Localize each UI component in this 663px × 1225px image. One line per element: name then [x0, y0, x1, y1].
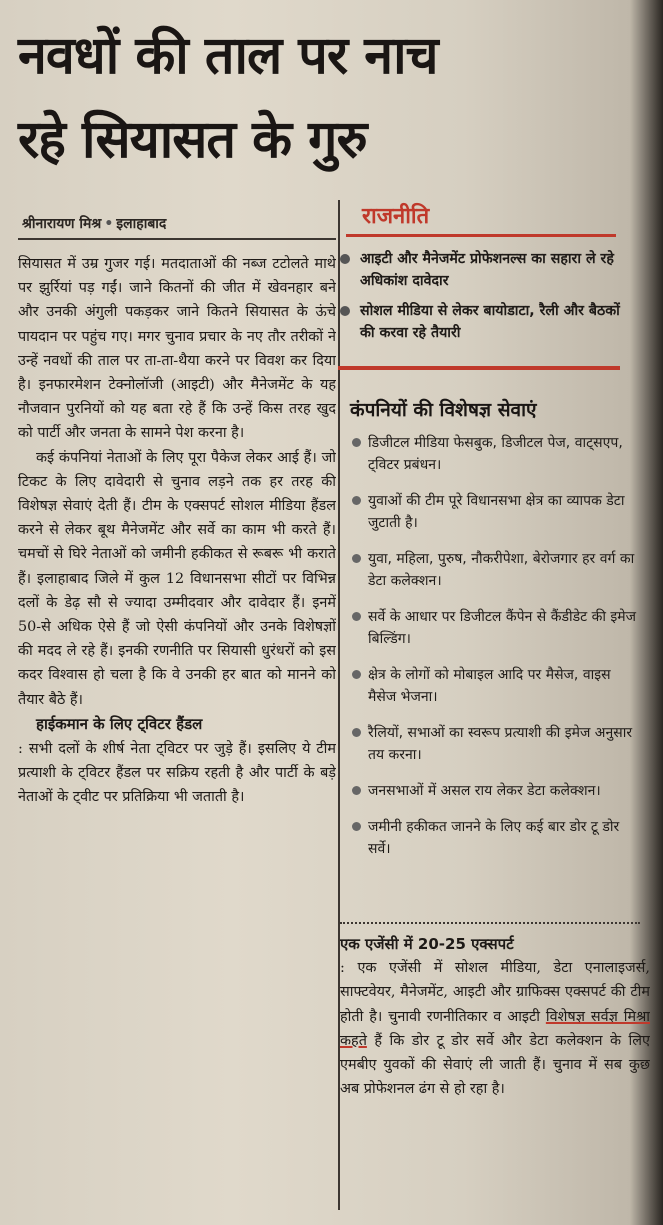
- subhead-twitter: हाईकमान के लिए ट्विटर हैंडल: [36, 714, 203, 733]
- left-column: [18, 252, 336, 1212]
- byline-rule: [18, 238, 336, 240]
- bullet-dot-icon: •: [104, 216, 114, 232]
- dotted-divider: [340, 922, 640, 924]
- service-item: युवाओं की टीम पूरे विधानसभा क्षेत्र का व्यापक डेटा जुटाती है।: [350, 490, 640, 534]
- agency-body-b: हैं कि डोर टू डोर सर्वे और डेटा कलेक्शन के लिए एमबीए युवकों की सेवाएं ली जाती हैं। चुनाव में सब कुछ अब प्रोफेशनल ढंग से हो रहा है।: [340, 1032, 650, 1098]
- paragraph-3: [18, 712, 336, 810]
- paragraph-2: कई कंपनियां नेताओं के लिए पूरा पैकेज लेकर आई हैं। जो टिकट के लिए दावेदारी से चुनाव लड़ने तक हर तरह की विशेषज्ञ सेवाएं देती हैं। टीम के एक्सपर्ट सोशल मीडिया हैंडल करने से लेकर बूथ मैनेजमेंट और सर्वे का काम भी करते हैं। चमचों से घिरे नेताओं को जमीनी हकीकत से रूबरू भी कराते हैं। इलाहाबाद जिले में कुल 12 विधानसभा सीटों पर विभिन्न दलों के डेढ़ सौ से ज्यादा उम्मीदवार और दावेदार हैं। इनमें 50-से अधिक ऐसे हैं जो ऐसी कंपनियों और उनके विशेषज्ञों की मदद ले रहे हैं। इनकी रणनीति पर सियासी धुरंधरों को इस कदर विश्वास हो चला है कि वे उनकी हर बात को मानने को तैयार बैठे हैं।: [18, 449, 336, 708]
- service-item: जनसभाओं में असल राय लेकर डेटा कलेक्शन।: [350, 780, 640, 802]
- services-title: कंपनियों की विशेषज्ञ सेवाएं: [350, 399, 537, 421]
- highlights-list: [338, 248, 638, 352]
- agency-body-underlined: विशेषज्ञ सर्वज्ञ मिश्रा कहते: [340, 1008, 650, 1049]
- bullet-icon: [352, 670, 361, 679]
- service-item: डिजीटल मीडिया फेसबुक, डिजीटल पेज, वाट्सएप, ट्विटर प्रबंधन।: [350, 432, 640, 476]
- service-item: युवा, महिला, पुरुष, नौकरीपेशा, बेरोजगार हर वर्ग का डेटा कलेक्शन।: [350, 548, 640, 592]
- headline-line-2: रहे सियासत के गुरु: [18, 110, 367, 170]
- headline-line-1: नवधों की ताल पर नाच: [18, 26, 438, 86]
- bullet-icon: [352, 822, 361, 831]
- bullet-icon: [352, 496, 361, 505]
- bullet-icon: [352, 728, 361, 737]
- service-item: जमीनी हकीकत जानने के लिए कई बार डोर टू डोर सर्वे।: [350, 816, 640, 860]
- service-item: क्षेत्र के लोगों को मोबाइल आदि पर मैसेज, वाइस मैसेज भेजना।: [350, 664, 640, 708]
- bullet-icon: [352, 554, 361, 563]
- kicker-underline: [346, 234, 616, 237]
- services-list: [350, 432, 640, 874]
- service-item: सर्वे के आधार पर डिजीटल कैंपेन से कैंडीडेट की इमेज बिल्डिंग।: [350, 606, 640, 650]
- bullet-icon: [352, 786, 361, 795]
- section-kicker: राजनीति: [362, 204, 430, 229]
- byline: [22, 214, 342, 233]
- highlight-item: आइटी और मैनेजमेंट प्रोफेशनल्स का सहारा ले रहे अधिकांश दावेदार: [338, 248, 638, 292]
- subhead-agency: एक एजेंसी में 20-25 एक्सपर्ट: [340, 935, 514, 953]
- bullet-icon: [340, 306, 350, 316]
- bullet-icon: [340, 254, 350, 264]
- headline: [18, 14, 628, 182]
- highlight-item: सोशल मीडिया से लेकर बायोडाटा, रैली और बैठकों की करवा रहे तैयारी: [338, 300, 638, 344]
- service-item: रैलियों, सभाओं का स्वरूप प्रत्याशी की इमेज अनुसार तय करना।: [350, 722, 640, 766]
- byline-place: इलाहाबाद: [116, 216, 167, 232]
- byline-author: श्रीनारायण मिश्र: [22, 216, 102, 232]
- paragraph-1: सियासत में उम्र गुजर गई। मतदाताओं की नब्ज टटोलते माथे पर झुर्रियां पड़ गईं। जाने कितनों की जीत में खेवनहार बने और उनकी अंगुली पकड़कर जाने कितने सियासत के ऊंचे पायदान पर पहुंच गए। मगर चुनाव प्रचार के नए तौर तरीकों ने उन्हें नवधों की ताल पर ता-ता-थैया करने पर विवश कर दिया है। इनफारमेशन टेक्नोलॉजी (आइटी) और मैनेजमेंट के यह नौजवान पुरनियों को यह बता रहे हैं कि उन्हें किस तरह खुद को पार्टी और जनता के सामने पेश करना है।: [18, 256, 336, 442]
- bullet-icon: [352, 438, 361, 447]
- right-column: [340, 932, 650, 1217]
- highlights-red-rule: [338, 366, 620, 370]
- bullet-icon: [352, 612, 361, 621]
- paragraph-3-body: : सभी दलों के शीर्ष नेता ट्विटर पर जुड़े हैं। इसलिए ये टीम प्रत्याशी के ट्विटर हैंडल पर सक्रिय रहती है और पार्टी के बड़े नेताओं के ट्वीट पर प्रतिक्रिया भी जताती है।: [18, 741, 336, 806]
- agency-body-a: : एक एजेंसी में सोशल मीडिया, डेटा एनालाइजर्स, साफ्टवेयर, मैनेजमेंट, आइटी और ग्राफिक्स एक्सपर्ट की टीम होती है। चुनावी रणनीतिकार व आइटी: [340, 960, 650, 1025]
